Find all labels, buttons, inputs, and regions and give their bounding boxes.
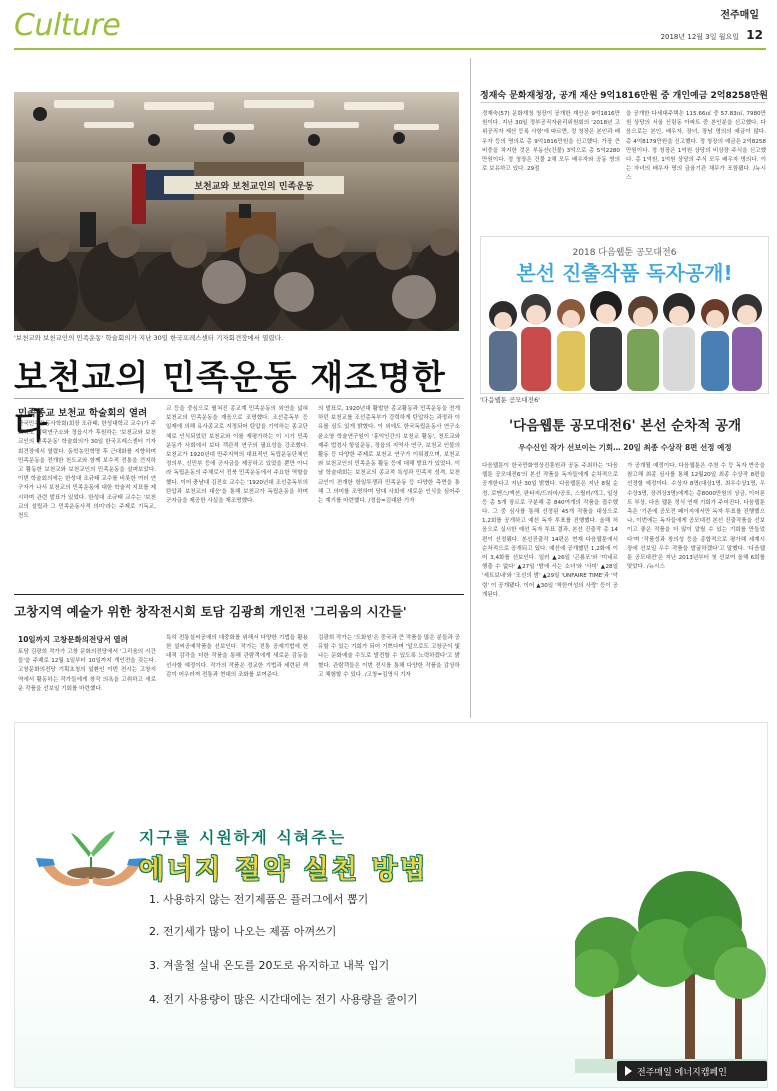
issue-date: 2018년 12월 3일 월요일 <box>660 33 739 41</box>
webtoon-ad-caption: '다음웹툰 공모대전6' <box>480 396 541 404</box>
main-col-2: 교 등을 중심으로 펼쳐진 종교계 민족운동의 외연을 넓혀 보천교의 민족운동을 재음으로 조명했다. 조선총독부 등 일제에 의해 유사종교로 지정되어 탄압을 기억하는 종교단체로 인식되었던 보천교와 이를 재평가하는 이 시기 민족운동가 사회에서 보다 객관적 연구의 필요성을 강조했다. 보천교가 1920년대 만주지역의 대표적인 독립운동단체인 정의부, 신민부 등에 군자금을 제공하고 있었을 뿐만 아니라 독립운동의 주체로서 전북 민족운동에서 주요한 역할을 했다. 이어 충남대 김진호 교수는 '1920년대 조선총독부의 탄압과 보천교의 대응'을 통해 보천교가 독립운동을 하며 군자금을 제공한 사실을 재조명했다. <box>166 406 308 505</box>
webtoon-characters <box>481 285 768 393</box>
page-number: 12 <box>746 28 763 42</box>
photo-caption: '보천교와 보천교인의 민족운동' 학술회의가 지난 30일 한국프레스센터 기자회견장에서 열렸다. <box>14 334 284 342</box>
column-divider <box>470 58 471 718</box>
paper-name: 전주매일 <box>720 10 759 21</box>
webtoon-ad-title: 본선 진출작품 독자공개! <box>516 261 733 285</box>
energy-item-1: 1. 사용하지 않는 전기제품은 플러그에서 뽑기 <box>149 893 369 906</box>
webtoon-subhead: 우수신인 작가 선보이는 기회… 20일 최종 수상작 8편 선정 예정 <box>518 443 732 452</box>
main-headline: 보천교의 민족운동 재조명한다 <box>14 358 446 447</box>
side-headline: 정재숙 문화재청장, 공개 재산 9억1816만원 중 개인예금 2억8258만원 <box>480 91 768 101</box>
headline-rule <box>14 398 464 399</box>
webtoon-ad-subtitle: 2018 다음웹툰 공모대전6 <box>572 248 677 258</box>
energy-footer <box>617 1061 767 1081</box>
hands-plant-icon <box>31 813 151 903</box>
energy-item-2: 2. 전기세가 많이 나오는 제품 아껴쓰기 <box>149 925 337 938</box>
photo-banner-text: 보천교와 보천교인의 민족운동 <box>194 182 314 192</box>
webtoon-col-1: 다음웹툰이 한국만화영상진흥원과 공동 주최하는 '다음웹툰 공모대전6'의 본선 작품을 독자들에게 순차적으로 공개한다고 지난 30일 밝혔다. 다음웹툰은 지난 8월 순정, 로맨스/액션, 판타지/드라마/공포, 스릴러/개그, 일상 등 총 5개 장르로 구분해 총 840여개의 작품을 접수했다. 그 중 심사를 통해 선정된 45개 작품을 대상으로 1,2회를 공개하고 예선 독자 투표를 진행했다. 올해 처음으로 실시한 예선 독자 투표 결과, 본선 진출작 총 14편이 선정됐다. 본선진출작 14편은 현재 다음웹툰에서 순차적으로 공개되고 있다. 예선에 공개했던 1,2화에 이어 3,4화를 선보인다. 일러 ▲26일 '곤룡포'와 '미네르 행출 수 없다' ▲27일 '밤에 사는 소녀'와 '사미' ▲28일 '세트보내'와 '조선의 밤' ▲29일 'UNFAIRE TIME'과 '악령' 이 공개됐다. 이어 ▲30일 '착한여성의 사랑' 등이 공개된다. <box>482 463 618 598</box>
exhibition-col-1: 토담 김광희 작가가 고창 문화의전당에서 '그리움의 시간들'을 주제로 12월 1일부터 10일까지 개인전을 갖는다. 고창문화의전당 기획초청의 일환인 이번 전시는 고창지역에서 활동하는 작가들에게 창작 의욕을 고취하고 새로운 작품을 선보일 기회를 마련했다. <box>18 649 156 692</box>
exhibition-col-2: 특히 전통설씨공예의 대중화를 위해서 다양한 기법을 활용한 설씨공예작품을 선보인다. 작가는 전통 공예기법에 현대적 감각을 더한 작품을 통해 관람객에게 새로운 감동을 선사할 예정이다. 작가의 작품은 정교한 기법과 세련된 색감이 어우러져 전통과 현대의 조화를 보여준다. <box>166 635 308 678</box>
exhibition-headline: 고창지역 예술가 위한 창작전시회 토담 김광희 개인전 '그리움의 시간들' <box>14 604 407 619</box>
play-icon <box>625 1066 632 1076</box>
exhibition-top-rule <box>14 594 464 595</box>
section-title: Culture <box>14 8 121 43</box>
main-col-1: 한국민족운동사학회(회장 조규태, 한성대학교 교수)가 주최하고 김탁연구소와 정읍시가 후원하는 '보천교와 보천교인의 민족운동' 학술회의가 30일 한국프레스센터 기자회견장에서 열렸다. 동학농민혁명 후 근대화를 지향하며 민족운동을 전개한 천도교와 함께 보수적 전통을 견지하고 활동한 보천교와 보천교인의 민족운동을 살펴보았다. 이번 학술회의에는 한성대 조규태 교수를 비롯한 여러 연구자가 나서 보천교의 민족운동에 대한 학술적 지표를 제시하며 관련 발표가 있었다. 한성대 조규태 교수는 '보천교의 설립과 그 민족운동사적 의미'라는 주제로 기독교, 천도 <box>18 421 156 520</box>
energy-ad <box>14 722 768 1088</box>
main-col-3: 의 발표로, 1920년대 활발한 종교활동과 민족운동을 전개하던 보천교를 조선총독부가 강력하게 탄압하는 과정과 이유를 심도 있게 밝혔다. 이 외에도 한국독립운동사 연구소 윤소영 학술연구원이 '홍익인간의 보천교 활동', 천도교와 제주 법정사 항일운동, 정읍의 지역사 연구, 보천교 인물의 활동 등 다양한 주제로 보천교 연구가 이뤄졌으며, 보천교와 보천교인의 민족운동 활동 등에 대해 발표가 있었다. 이날 학술대회는 보천교의 종교적 특성과 민족적 성격, 보천교인이 전개한 항일투쟁과 민족운동 등 다양한 측면을 통해 그 의미를 조명하며 당대 사회에 새로운 인식을 심어주는 계기를 마련했다. /정읍=김대완 기자 <box>318 406 460 505</box>
energy-footer-text: 전주매일 에너지캠페인 <box>637 1068 727 1078</box>
energy-slogan-top: 지구를 시원하게 식혀주는 <box>139 828 347 847</box>
tree-illustration <box>575 833 767 1073</box>
side-col-1: 정재숙(57) 문화재청 청장이 공개한 재산은 9억1816만원이다. 지난 30일 정부공직자윤리위원회의 '2018년 고위공직자 재산 등록 사항'에 따르면, 정 청장은 본인과 배우자 등의 명의로 총 9억1816만원을 신고했다. 가장 큰 비중을 차지한 것은 부동산(건물) 3억으로 총 5억2280만원이다. 정 청장은 건물 2채 모두 배우자와 공동 명의로 보유하고 있다. 29점 <box>482 111 620 173</box>
exhibition-col-3: 김광희 작가는 '도화원'은 중국과 큰 작품을 많은 분들과 공유할 수 있는 기회가 되어 기쁘다며 '앞으로도 고창군이 빛나는 문화예술 수도로 발전할 수 있도록 노력하겠다'고 밝혔다. 관람객들은 이번 전시를 통해 다양한 작품을 감상하고 체험할 수 있다. /고창=김영식 기자 <box>318 635 460 678</box>
energy-item-3: 3. 겨울철 실내 온도를 20도로 유지하고 내복 입기 <box>149 959 390 972</box>
main-photo <box>14 92 459 331</box>
exhibition-subhead: 10일까지 고창문화의전당서 열려 <box>18 635 128 644</box>
conference-photo <box>14 92 459 331</box>
energy-item-4: 4. 전기 사용량이 많은 시간대에는 전기 사용량을 줄이기 <box>149 993 418 1006</box>
main-subhead: 민족종교 보천교 학술회의 열려 <box>18 408 148 419</box>
webtoon-col-2: 가 공개될 예정이다. 다음웹툰은 추천 수 등 독자 반응을 참고해 최종 심사를 통해 12월20일 최종 수상작 8편을 선정할 예정이다. 수상자 8명(대상1명, 최우수상1명, 우수상3명, 장려상3명)에게는 총8000만원의 상금, 이어폰트 부상, 다음 웹툰 정식 연재 기회가 주어진다. 다음웹툰 측은 '기존에 공모전 페이지에서만 독자 투표를 진행했으나, 이번에는 독자들에게 공모대전 본선 진출작품을 선보이고 좋은 작품을 더 많이 알릴 수 있는 기회를 만들었다'며 '작품성과 창의성 등을 종합적으로 평가해 세계시장에 선보일 우수 작품을 발굴하겠다'고 말했다. '다음웹툰 공모대전'은 지난 2013년부터 첫 선보여 올해 6회를 맞았다. /뉴시스 <box>627 463 765 571</box>
webtoon-ad <box>480 236 769 394</box>
webtoon-headline: '다음웹툰 공모대전6' 본선 순차적 공개 <box>508 418 742 434</box>
header-rule <box>14 48 766 50</box>
energy-slogan-main: 에너지 절약 실천 방법 <box>139 855 429 885</box>
side-rule <box>480 102 765 103</box>
side-col-2: 을 공개한 다세대주택은 115.66㎡ 중 57.83㎡, 7980만원 상당의 서울 신림동 아파트 중 본인분을 신고했다. 다음으로는 본인, 배우자, 장녀, 장남 명의의 예금이 많다. 총 4억8179만원을 신고했다. 정 청장의 예금은 2억8258만원이다. 정 청장은 1억원 상당의 비상장 주식을 신고했다. 총 1억원, 1억원 상당의 주식 모두 배우자 명의다. 이는 자녀의 배우자 명의 금융기관 채무가 포함됐다. /뉴시스 <box>626 111 766 182</box>
